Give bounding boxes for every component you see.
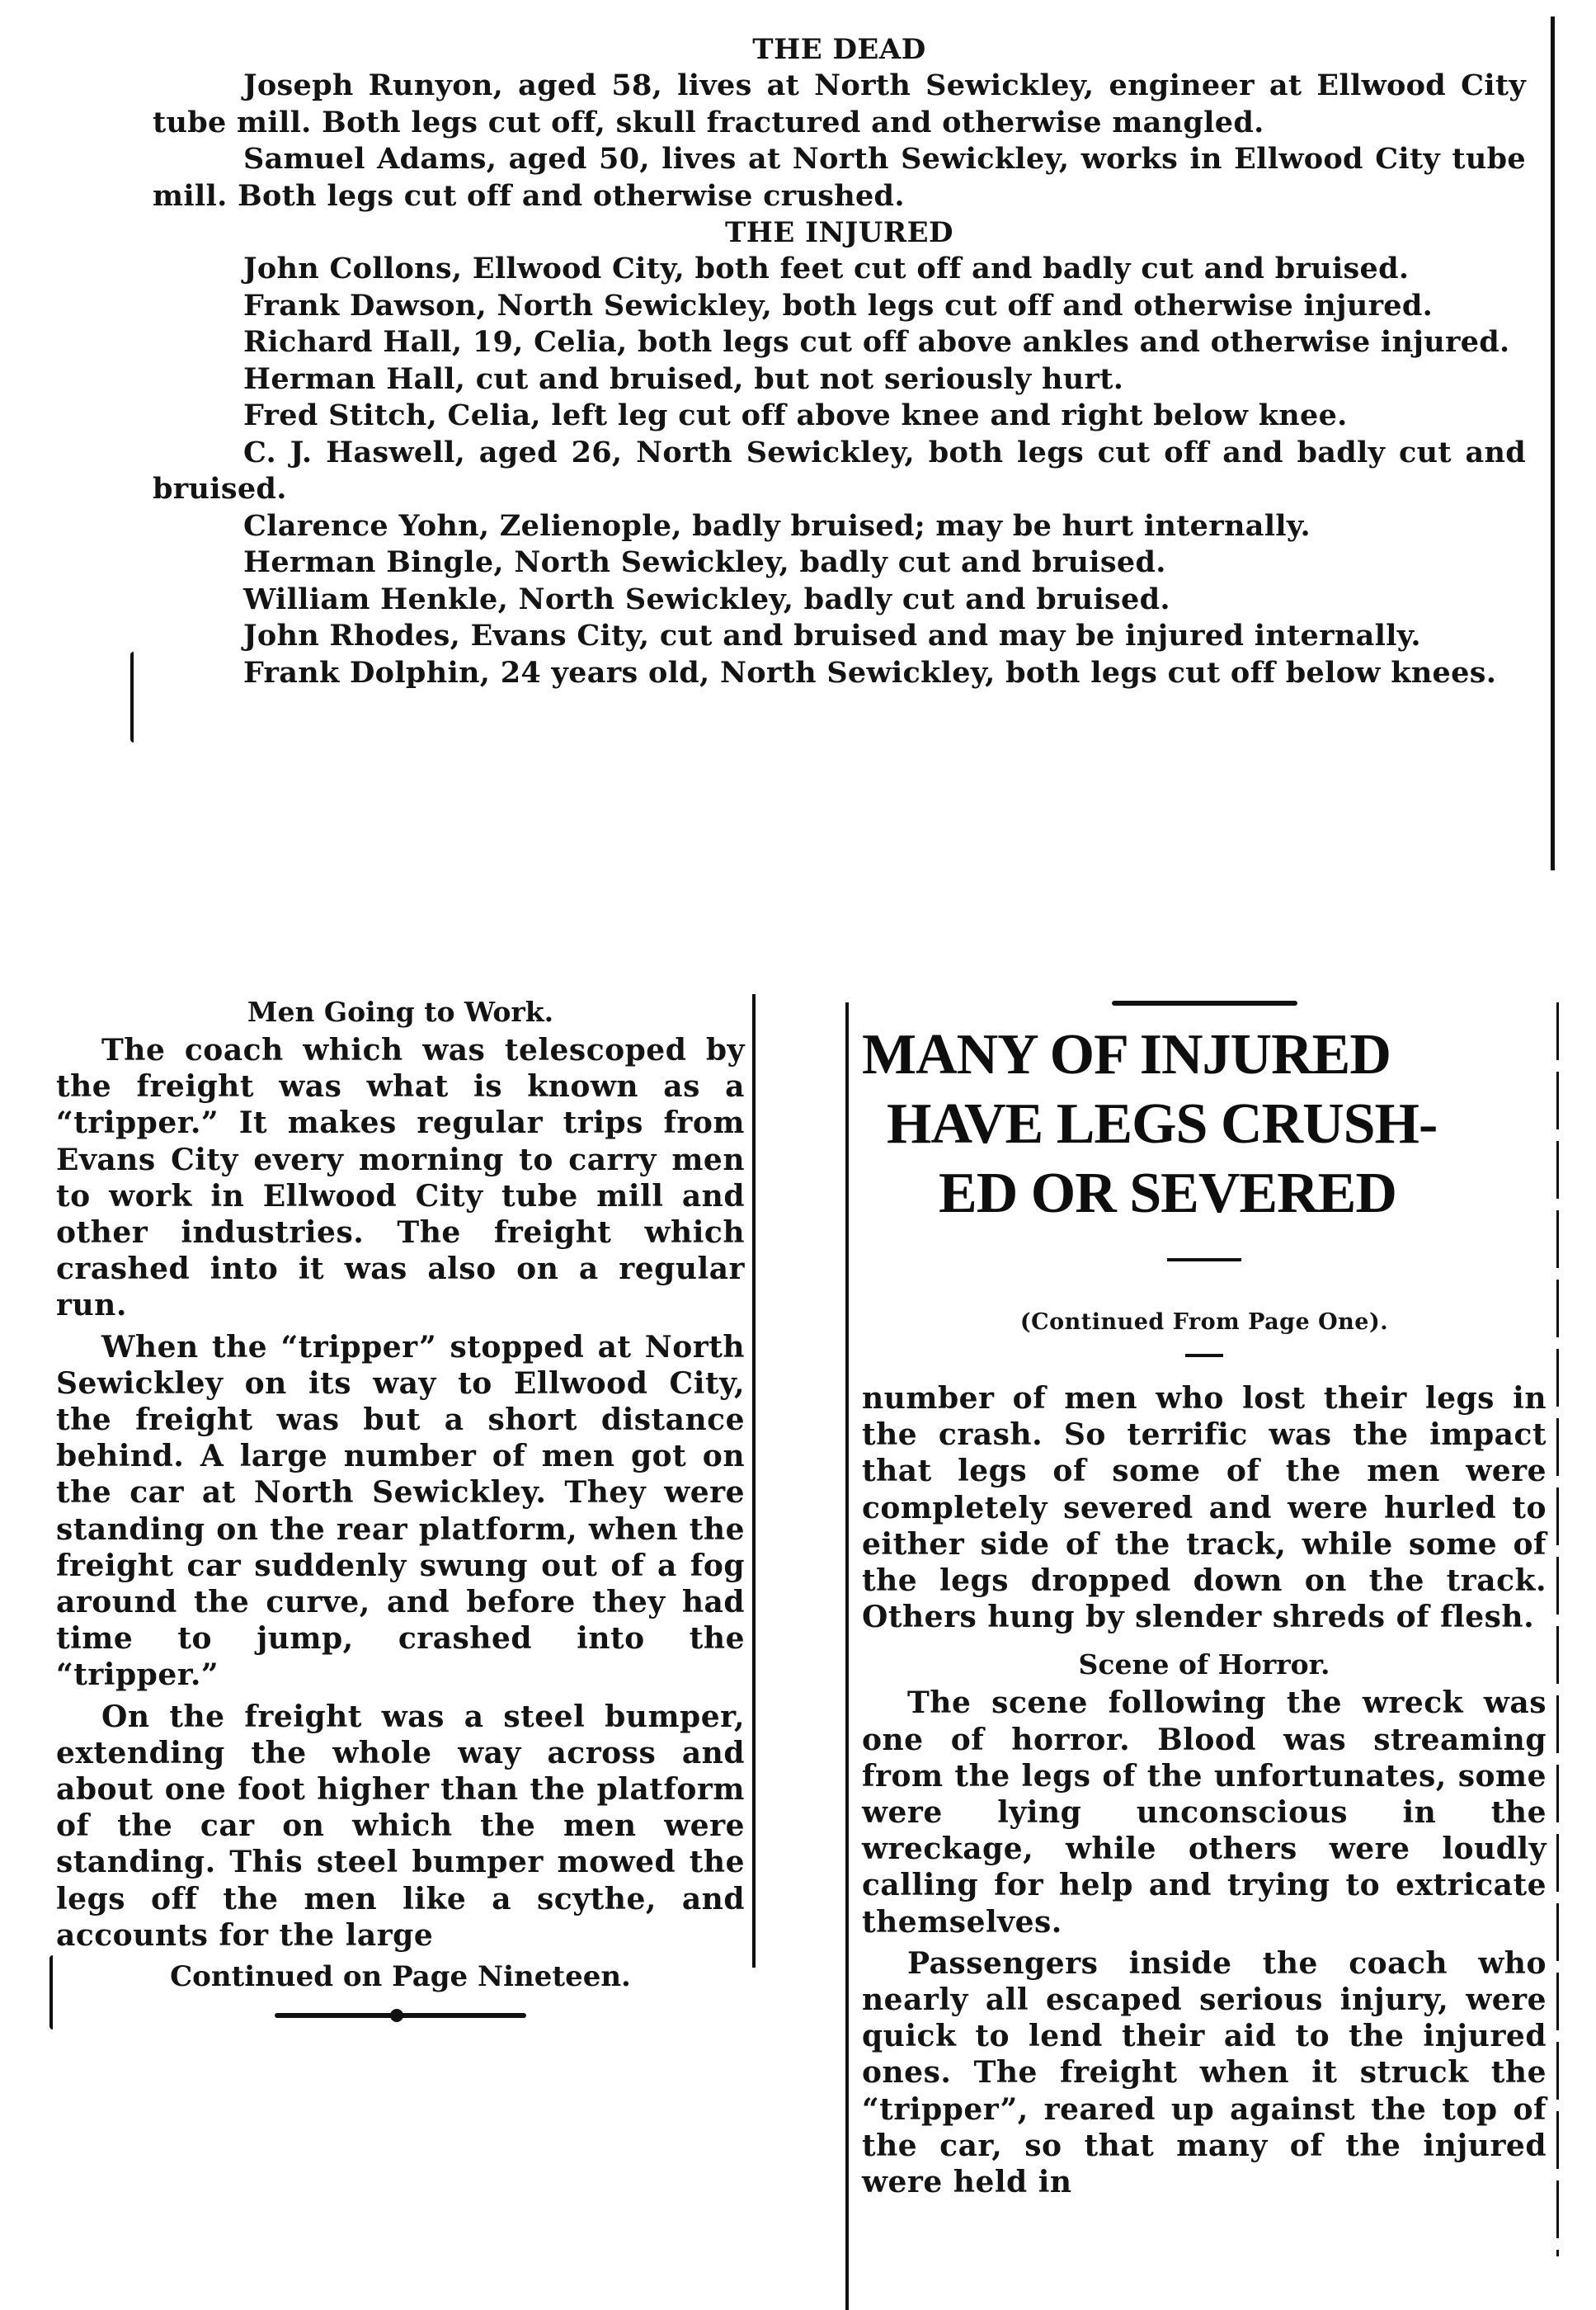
headline-line: ED OR SEVERED [939,1162,1396,1225]
article-paragraph: number of men who lost their legs in the crash. So terrific was the impact that legs of some of the men were completely severed and were hurled to either side of the track, while some of the legs dropped down on the track. Others hung by slender shreds of flesh. [862,1381,1547,1635]
injured-entry: C. J. Haswell, aged 26, North Sewickley, both legs cut off and badly cut and bruised. [153,435,1526,506]
injured-entry: Clarence Yohn, Zelienople, badly bruised; may be hurt internally. [243,508,1311,543]
end-rule-ornament [275,2013,526,2018]
injured-entry: John Rhodes, Evans City, cut and bruised and may be injured internally. [243,619,1421,653]
injured-entry: Herman Bingle, North Sewickley, badly cut and bruised. [243,545,1166,579]
column-rule-right-right [1556,1002,1559,2256]
article-paragraph: The coach which was telescoped by the freight was what is known as a “tripper.” It makes regular trips from Evans City every morning to carry men to work in Ellwood City tube mill and other industries. The freight which crashed into it was also on a regular run. [56,1033,745,1323]
injured-entry: Frank Dawson, North Sewickley, both legs cut off and otherwise injured. [243,288,1434,323]
column-rule-top-right [1551,16,1555,870]
dead-entry: Joseph Runyon, aged 58, lives at North Sewickley, engineer at Ellwood City tube mill. Both legs cut off, skull fractured and otherwise mangled. [153,68,1526,139]
article-right-column [862,994,1547,2205]
article-paragraph: The scene following the wreck was one of horror. Blood was streaming from the legs of the unfortunates, some were lying unconscious in the wreckage, while others were loudly calling for help and trying to extricate themselves. [862,1685,1547,1940]
injured-entry: Frank Dolphin, 24 years old, North Sewickley, both legs cut off below knees. [243,655,1497,690]
margin-bracket-mark [130,652,134,742]
article-paragraph: On the freight was a steel bumper, extending the whole way across and about one foot higher than the platform of the car on which the men were standing. This steel bumper mowed the legs off the men like a scythe, and accounts for the large [56,1699,745,1953]
dead-heading: THE DEAD [752,33,926,66]
headline-divider-rule [1167,1258,1241,1261]
subhead-scene-of-horror: Scene of Horror. [1078,1648,1330,1681]
injured-entry: Richard Hall, 19, Celia, both legs cut off above ankles and otherwise injured. [243,325,1510,359]
headline [862,1021,1547,1228]
column-rule-right-left [845,1002,849,2310]
injured-entry: Fred Stitch, Celia, left leg cut off above knee and right below knee. [243,398,1348,432]
dead-entry: Samuel Adams, aged 50, lives at North Sewickley, works in Ellwood City tube mill. Both legs cut off and otherwise crushed. [153,142,1526,213]
continued-on-notice: Continued on Page Nineteen. [170,1960,631,1994]
subhead-men-going-to-work: Men Going to Work. [247,996,554,1028]
continued-from-notice: (Continued From Page One). [1019,1309,1389,1335]
injured-entry: John Collons, Ellwood City, both feet cut off and badly cut and bruised. [243,252,1410,285]
article-paragraph: Passengers inside the coach who nearly all escaped serious injury, were quick to lend their aid to the injured ones. The freight when it struck the “tripper”, reared up against the top of the car, so that many of the injured were held in [862,1945,1547,2200]
headline-top-rule [1112,1001,1297,1006]
injured-entry: William Henkle, North Sewickley, badly cut and bruised. [243,582,1170,616]
headline-line: HAVE LEGS CRUSH- [887,1092,1438,1156]
rule-dot-ornament [390,2009,403,2022]
injured-heading: THE INJURED [724,216,954,249]
casualty-list [153,31,1526,691]
article-paragraph: When the “tripper” stopped at North Sewickley on its way to Ellwood City, the freight was but a short distance behind. A large number of men got on the car at North Sewickley. They were standing on the rear platform, when the freight car suddenly swung out of a fog around the curve, and before they had time to jump, crashed into the “tripper.” [56,1329,745,1693]
margin-bracket-mark [49,1955,53,2030]
column-rule-left [752,994,756,1968]
article-left-column [56,994,745,2018]
small-divider-rule [1185,1354,1223,1357]
injured-entry: Herman Hall, cut and bruised, but not seriously hurt. [243,361,1124,396]
headline-line: MANY OF INJURED [862,1023,1391,1087]
